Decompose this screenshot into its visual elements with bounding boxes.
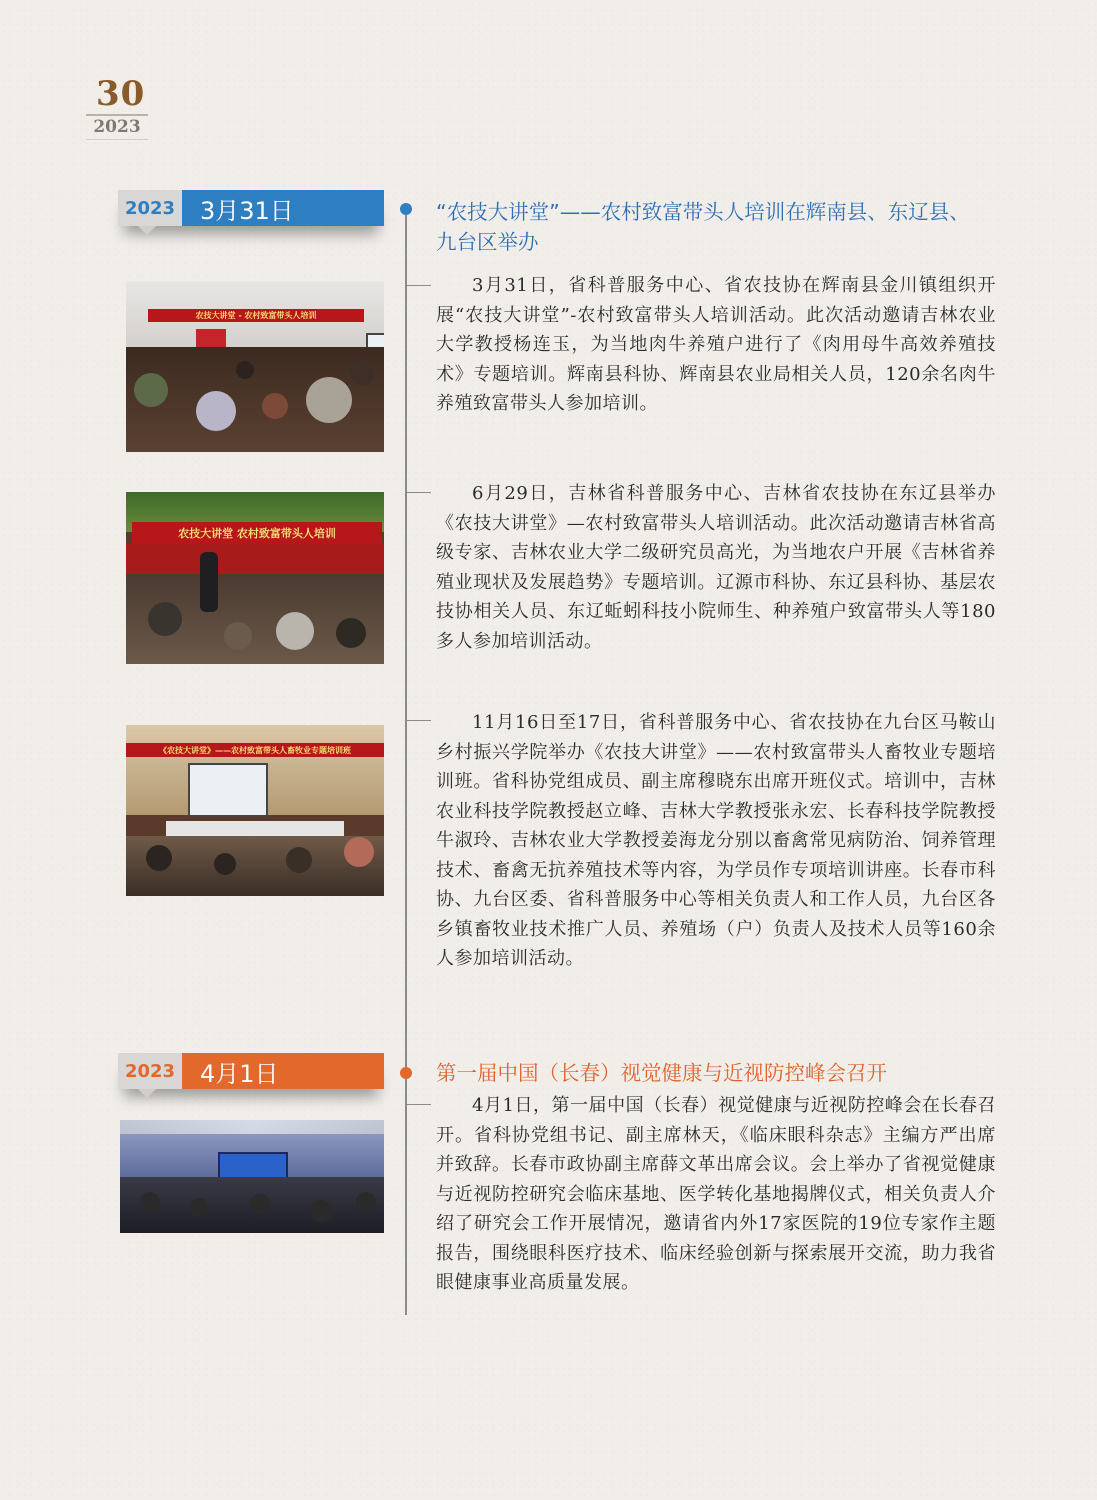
timeline-tick [405, 720, 431, 721]
banner-year: 2023 [118, 1053, 182, 1089]
banner-notch [138, 226, 156, 235]
banner-date: 4月1日 [182, 1053, 384, 1089]
page-number: 30 [96, 74, 146, 114]
timeline-dot-blue [400, 203, 412, 215]
entry-1-title-line2: 九台区举办 [436, 230, 539, 254]
entry-1-paragraph-3: 11月16日至17日，省科普服务中心、省农技协在九台区马鞍山乡村振兴学院举办《农技大讲堂》——农村致富带头人畜牧业专题培训班。省科协党组成员、副主席穆晓东出席开班仪式。培训中，吉林农业科技学院教授赵立峰、吉林大学教授张永宏、长春科技学院教授牛淑玲、吉林农业大学教授姜海龙分别以畜禽常见病防治、饲养管理技术、畜禽无抗养殖技术等内容，为学员作专项培训讲座。长春市科协、九台区委、省科普服务中心等相关负责人和工作人员，九台区各乡镇畜牧业技术推广人员、养殖场（户）负责人及技术人员等160余人参加培训活动。 [436, 712, 996, 969]
photo-vision-summit [120, 1120, 384, 1233]
entry-1-title-line1: “农技大讲堂”——农村致富带头人培训在辉南县、东辽县、 [436, 200, 970, 224]
banner-date: 3月31日 [182, 190, 384, 226]
photo-banner-text: 《农技大讲堂》——农村致富带头人畜牧业专题培训班 [159, 745, 351, 755]
photo-banner-text: 农技大讲堂 - 农村致富带头人培训 [195, 311, 317, 320]
entry-1-title [436, 197, 970, 257]
entry-2-paragraph-1: 4月1日，第一届中国（长春）视觉健康与近视防控峰会在长春召开。省科协党组书记、副主席林天，《临床眼科杂志》主编方严出席并致辞。长春市政协副主席薛文革出席会议。会上举办了省视觉健康与近视防控研究会临床基地、医学转化基地揭牌仪式，相关负责人介绍了研究会工作开展情况，邀请省内外17家医院的19位专家作主题报告，围绕眼科医疗技术、临床经验创新与探索展开交流，助力我省眼健康事业高质量发展。 [436, 1095, 996, 1293]
banner-notch [138, 1089, 156, 1098]
photo-training-jiutai [126, 725, 384, 896]
entry-1-paragraph-1: 3月31日，省科普服务中心、省农技协在辉南县金川镇组织开展“农技大讲堂”-农村致富带头人培训活动。此次活动邀请吉林农业大学教授杨连玉，为当地肉牛养殖户进行了《肉用母牛高效养殖技术》专题培训。辉南县科协、辉南县农业局相关人员，120余名肉牛养殖致富带头人参加培训。 [436, 275, 996, 414]
timeline-tick [405, 1104, 431, 1105]
entry-2-title: 第一届中国（长春）视觉健康与近视防控峰会召开 [436, 1061, 887, 1085]
timeline-tick [405, 492, 431, 493]
date-banner-2 [118, 1053, 384, 1089]
entry-1-paragraph-2: 6月29日，吉林省科普服务中心、吉林省农技协在东辽县举办《农技大讲堂》—农村致富带头人培训活动。此次活动邀请吉林省高级专家、吉林农业大学二级研究员高光，为当地农户开展《吉林省养殖业现状及发展趋势》专题培训。辽源市科协、东辽县科协、基层农技协相关人员、东辽蚯蚓科技小院师生、种养殖户致富带头人等180多人参加培训活动。 [436, 483, 996, 652]
photo-training-huinan [126, 281, 384, 452]
banner-year: 2023 [118, 190, 182, 226]
timeline-tick [405, 285, 431, 286]
photo-training-dongliao [126, 492, 384, 664]
photo-banner-text: 农技大讲堂 农村致富带头人培训 [178, 527, 336, 540]
page-year: 2023 [86, 114, 148, 140]
timeline-line [405, 208, 407, 1315]
date-banner-1 [118, 190, 384, 226]
timeline-dot-orange [400, 1067, 412, 1079]
